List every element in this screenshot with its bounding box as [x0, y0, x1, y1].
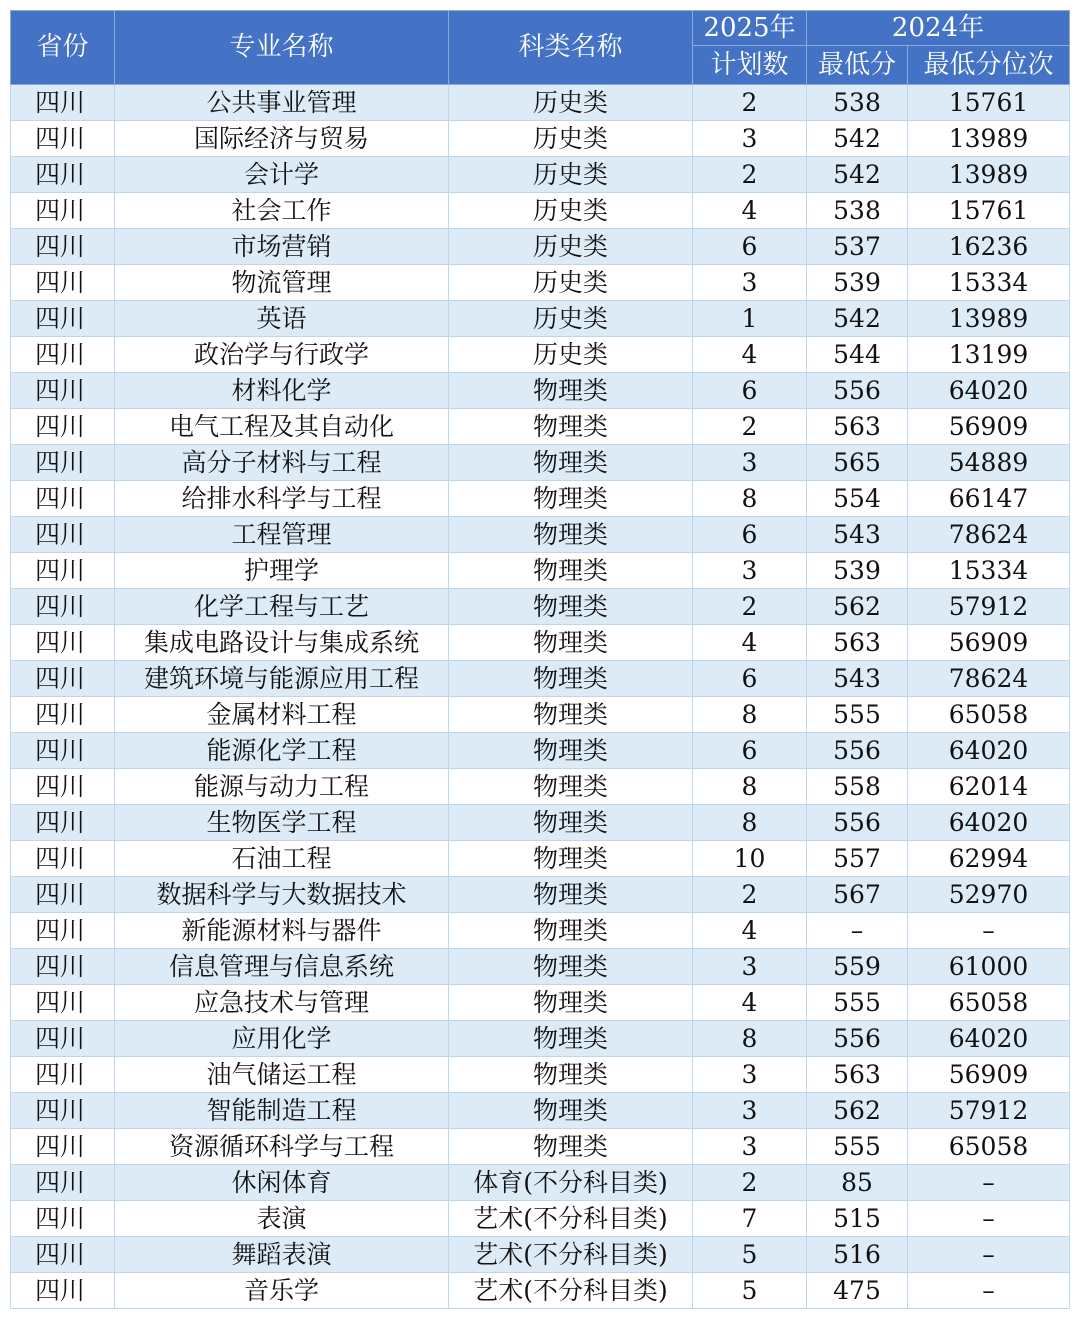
cell-category: 物理类: [449, 661, 693, 697]
cell-min-rank: 64020: [908, 805, 1070, 841]
cell-min-rank: 57912: [908, 589, 1070, 625]
cell-province: 四川: [11, 769, 115, 805]
cell-plan: 2: [693, 589, 807, 625]
cell-min-score: 557: [807, 841, 908, 877]
cell-province: 四川: [11, 913, 115, 949]
cell-plan: 10: [693, 841, 807, 877]
cell-category: 艺术(不分科目类): [449, 1201, 693, 1237]
cell-plan: 8: [693, 481, 807, 517]
cell-plan: 6: [693, 373, 807, 409]
table-row: [11, 1129, 1070, 1165]
cell-major: 休闲体育: [115, 1165, 449, 1201]
cell-category: 物理类: [449, 697, 693, 733]
cell-province: 四川: [11, 373, 115, 409]
cell-category: 历史类: [449, 193, 693, 229]
cell-province: 四川: [11, 193, 115, 229]
cell-min-rank: 64020: [908, 373, 1070, 409]
cell-min-score: 555: [807, 1129, 908, 1165]
cell-min-score: 563: [807, 625, 908, 661]
table-row: [11, 517, 1070, 553]
cell-category: 物理类: [449, 1093, 693, 1129]
table-row: [11, 1201, 1070, 1237]
cell-plan: 4: [693, 193, 807, 229]
cell-major: 材料化学: [115, 373, 449, 409]
cell-major: 能源化学工程: [115, 733, 449, 769]
table-row: [11, 841, 1070, 877]
table-row: [11, 877, 1070, 913]
table-row: [11, 661, 1070, 697]
cell-category: 历史类: [449, 229, 693, 265]
cell-province: 四川: [11, 517, 115, 553]
cell-category: 物理类: [449, 625, 693, 661]
cell-category: 物理类: [449, 517, 693, 553]
cell-major: 智能制造工程: [115, 1093, 449, 1129]
cell-major: 给排水科学与工程: [115, 481, 449, 517]
cell-category: 物理类: [449, 1129, 693, 1165]
cell-min-score: 543: [807, 517, 908, 553]
cell-province: 四川: [11, 229, 115, 265]
cell-plan: 4: [693, 337, 807, 373]
cell-major: 建筑环境与能源应用工程: [115, 661, 449, 697]
cell-min-score: 85: [807, 1165, 908, 1201]
cell-major: 英语: [115, 301, 449, 337]
cell-min-rank: –: [908, 913, 1070, 949]
table-row: [11, 85, 1070, 121]
table-row: [11, 697, 1070, 733]
cell-min-rank: 15334: [908, 553, 1070, 589]
cell-province: 四川: [11, 697, 115, 733]
cell-plan: 8: [693, 1021, 807, 1057]
cell-min-rank: –: [908, 1201, 1070, 1237]
header-prev-year: 2024年: [807, 11, 1070, 46]
table-row: [11, 949, 1070, 985]
cell-min-rank: 56909: [908, 409, 1070, 445]
cell-major: 化学工程与工艺: [115, 589, 449, 625]
cell-category: 历史类: [449, 121, 693, 157]
cell-province: 四川: [11, 481, 115, 517]
cell-province: 四川: [11, 1021, 115, 1057]
cell-min-rank: 57912: [908, 1093, 1070, 1129]
cell-min-score: 556: [807, 733, 908, 769]
cell-min-score: 539: [807, 265, 908, 301]
cell-major: 物流管理: [115, 265, 449, 301]
cell-province: 四川: [11, 445, 115, 481]
cell-min-score: 544: [807, 337, 908, 373]
cell-province: 四川: [11, 121, 115, 157]
cell-province: 四川: [11, 733, 115, 769]
cell-province: 四川: [11, 1237, 115, 1273]
cell-major: 石油工程: [115, 841, 449, 877]
cell-province: 四川: [11, 553, 115, 589]
cell-plan: 2: [693, 877, 807, 913]
cell-min-score: –: [807, 913, 908, 949]
cell-min-rank: 56909: [908, 625, 1070, 661]
cell-min-score: 555: [807, 697, 908, 733]
cell-min-score: 538: [807, 193, 908, 229]
cell-category: 物理类: [449, 1057, 693, 1093]
table-row: [11, 733, 1070, 769]
cell-min-rank: 65058: [908, 985, 1070, 1021]
cell-min-score: 563: [807, 409, 908, 445]
table-row: [11, 301, 1070, 337]
cell-min-rank: 16236: [908, 229, 1070, 265]
cell-min-rank: 78624: [908, 661, 1070, 697]
cell-major: 金属材料工程: [115, 697, 449, 733]
cell-major: 生物医学工程: [115, 805, 449, 841]
cell-category: 物理类: [449, 481, 693, 517]
header-major: 专业名称: [115, 11, 449, 85]
cell-min-score: 475: [807, 1273, 908, 1309]
cell-province: 四川: [11, 985, 115, 1021]
cell-category: 物理类: [449, 589, 693, 625]
cell-major: 应用化学: [115, 1021, 449, 1057]
cell-category: 历史类: [449, 301, 693, 337]
cell-province: 四川: [11, 265, 115, 301]
cell-plan: 6: [693, 229, 807, 265]
cell-category: 体育(不分科目类): [449, 1165, 693, 1201]
cell-min-rank: 65058: [908, 1129, 1070, 1165]
cell-plan: 5: [693, 1237, 807, 1273]
cell-province: 四川: [11, 1129, 115, 1165]
cell-min-rank: 54889: [908, 445, 1070, 481]
cell-min-rank: 66147: [908, 481, 1070, 517]
cell-plan: 4: [693, 913, 807, 949]
table-body: [11, 85, 1070, 1309]
cell-min-score: 555: [807, 985, 908, 1021]
table-row: [11, 445, 1070, 481]
table-row: [11, 373, 1070, 409]
cell-plan: 4: [693, 985, 807, 1021]
cell-province: 四川: [11, 1201, 115, 1237]
cell-category: 物理类: [449, 373, 693, 409]
table-row: [11, 913, 1070, 949]
cell-plan: 3: [693, 1129, 807, 1165]
cell-min-score: 537: [807, 229, 908, 265]
cell-min-rank: 13989: [908, 157, 1070, 193]
cell-min-score: 556: [807, 373, 908, 409]
cell-province: 四川: [11, 805, 115, 841]
admission-table: [10, 10, 1070, 1309]
table-row: [11, 121, 1070, 157]
cell-min-rank: 56909: [908, 1057, 1070, 1093]
cell-category: 物理类: [449, 445, 693, 481]
cell-province: 四川: [11, 1273, 115, 1309]
cell-category: 历史类: [449, 265, 693, 301]
table-row: [11, 1237, 1070, 1273]
cell-min-rank: 64020: [908, 1021, 1070, 1057]
cell-category: 物理类: [449, 1021, 693, 1057]
cell-min-score: 556: [807, 1021, 908, 1057]
cell-min-rank: –: [908, 1165, 1070, 1201]
cell-major: 高分子材料与工程: [115, 445, 449, 481]
cell-min-score: 542: [807, 301, 908, 337]
cell-province: 四川: [11, 949, 115, 985]
cell-min-score: 556: [807, 805, 908, 841]
table-row: [11, 1021, 1070, 1057]
cell-major: 政治学与行政学: [115, 337, 449, 373]
cell-major: 会计学: [115, 157, 449, 193]
cell-major: 信息管理与信息系统: [115, 949, 449, 985]
cell-province: 四川: [11, 625, 115, 661]
cell-major: 公共事业管理: [115, 85, 449, 121]
cell-min-rank: 15761: [908, 85, 1070, 121]
cell-plan: 8: [693, 769, 807, 805]
cell-category: 艺术(不分科目类): [449, 1273, 693, 1309]
cell-min-score: 565: [807, 445, 908, 481]
cell-major: 社会工作: [115, 193, 449, 229]
cell-major: 护理学: [115, 553, 449, 589]
cell-min-rank: 13199: [908, 337, 1070, 373]
cell-min-rank: 13989: [908, 121, 1070, 157]
cell-category: 物理类: [449, 409, 693, 445]
cell-min-score: 543: [807, 661, 908, 697]
table-row: [11, 625, 1070, 661]
cell-plan: 3: [693, 445, 807, 481]
cell-major: 集成电路设计与集成系统: [115, 625, 449, 661]
header-plan-count: 计划数: [693, 46, 807, 85]
cell-major: 数据科学与大数据技术: [115, 877, 449, 913]
cell-min-rank: 52970: [908, 877, 1070, 913]
table-row: [11, 193, 1070, 229]
cell-category: 物理类: [449, 553, 693, 589]
cell-province: 四川: [11, 877, 115, 913]
table-row: [11, 229, 1070, 265]
cell-min-score: 567: [807, 877, 908, 913]
cell-plan: 5: [693, 1273, 807, 1309]
cell-min-rank: 64020: [908, 733, 1070, 769]
cell-min-rank: 62014: [908, 769, 1070, 805]
cell-category: 历史类: [449, 85, 693, 121]
cell-plan: 1: [693, 301, 807, 337]
table-row: [11, 769, 1070, 805]
cell-min-score: 563: [807, 1057, 908, 1093]
cell-category: 物理类: [449, 913, 693, 949]
cell-major: 电气工程及其自动化: [115, 409, 449, 445]
cell-plan: 2: [693, 1165, 807, 1201]
cell-category: 历史类: [449, 337, 693, 373]
table-row: [11, 553, 1070, 589]
cell-plan: 2: [693, 85, 807, 121]
cell-min-rank: 15761: [908, 193, 1070, 229]
table-row: [11, 589, 1070, 625]
cell-province: 四川: [11, 85, 115, 121]
table-row: [11, 1273, 1070, 1309]
cell-province: 四川: [11, 157, 115, 193]
table-row: [11, 409, 1070, 445]
header-min-rank: 最低分位次: [908, 46, 1070, 85]
cell-major: 工程管理: [115, 517, 449, 553]
cell-min-score: 562: [807, 1093, 908, 1129]
cell-min-rank: 13989: [908, 301, 1070, 337]
table-row: [11, 1057, 1070, 1093]
cell-plan: 6: [693, 661, 807, 697]
table-row: [11, 1165, 1070, 1201]
cell-province: 四川: [11, 409, 115, 445]
table-row: [11, 337, 1070, 373]
cell-plan: 8: [693, 805, 807, 841]
cell-major: 资源循环科学与工程: [115, 1129, 449, 1165]
cell-province: 四川: [11, 1057, 115, 1093]
cell-min-rank: 61000: [908, 949, 1070, 985]
cell-min-score: 558: [807, 769, 908, 805]
cell-province: 四川: [11, 301, 115, 337]
cell-min-score: 559: [807, 949, 908, 985]
cell-min-score: 515: [807, 1201, 908, 1237]
admission-table-container: [10, 10, 1070, 1309]
cell-plan: 3: [693, 553, 807, 589]
cell-min-score: 542: [807, 121, 908, 157]
cell-major: 舞蹈表演: [115, 1237, 449, 1273]
cell-plan: 3: [693, 265, 807, 301]
cell-min-rank: 15334: [908, 265, 1070, 301]
table-row: [11, 1093, 1070, 1129]
cell-plan: 8: [693, 697, 807, 733]
table-header: [11, 11, 1070, 85]
table-row: [11, 265, 1070, 301]
cell-major: 国际经济与贸易: [115, 121, 449, 157]
cell-min-score: 562: [807, 589, 908, 625]
cell-plan: 6: [693, 517, 807, 553]
cell-category: 物理类: [449, 985, 693, 1021]
header-plan-year: 2025年: [693, 11, 807, 46]
cell-province: 四川: [11, 589, 115, 625]
cell-category: 物理类: [449, 805, 693, 841]
cell-major: 表演: [115, 1201, 449, 1237]
cell-major: 能源与动力工程: [115, 769, 449, 805]
cell-plan: 4: [693, 625, 807, 661]
cell-province: 四川: [11, 661, 115, 697]
cell-category: 物理类: [449, 877, 693, 913]
table-row: [11, 805, 1070, 841]
table-row: [11, 157, 1070, 193]
cell-category: 物理类: [449, 733, 693, 769]
cell-province: 四川: [11, 841, 115, 877]
header-province: 省份: [11, 11, 115, 85]
cell-major: 市场营销: [115, 229, 449, 265]
cell-plan: 2: [693, 157, 807, 193]
cell-min-rank: –: [908, 1237, 1070, 1273]
cell-major: 应急技术与管理: [115, 985, 449, 1021]
cell-category: 历史类: [449, 157, 693, 193]
cell-min-score: 538: [807, 85, 908, 121]
cell-plan: 6: [693, 733, 807, 769]
cell-category: 物理类: [449, 841, 693, 877]
cell-min-score: 539: [807, 553, 908, 589]
cell-major: 音乐学: [115, 1273, 449, 1309]
cell-province: 四川: [11, 337, 115, 373]
cell-min-score: 542: [807, 157, 908, 193]
cell-category: 物理类: [449, 949, 693, 985]
cell-plan: 7: [693, 1201, 807, 1237]
cell-category: 物理类: [449, 769, 693, 805]
cell-category: 艺术(不分科目类): [449, 1237, 693, 1273]
cell-min-rank: 65058: [908, 697, 1070, 733]
cell-plan: 3: [693, 1093, 807, 1129]
cell-plan: 3: [693, 949, 807, 985]
cell-min-rank: 78624: [908, 517, 1070, 553]
header-category: 科类名称: [449, 11, 693, 85]
cell-min-rank: –: [908, 1273, 1070, 1309]
cell-min-score: 554: [807, 481, 908, 517]
cell-major: 油气储运工程: [115, 1057, 449, 1093]
cell-plan: 3: [693, 121, 807, 157]
table-row: [11, 985, 1070, 1021]
cell-plan: 3: [693, 1057, 807, 1093]
cell-major: 新能源材料与器件: [115, 913, 449, 949]
cell-province: 四川: [11, 1165, 115, 1201]
table-row: [11, 481, 1070, 517]
cell-min-score: 516: [807, 1237, 908, 1273]
cell-min-rank: 62994: [908, 841, 1070, 877]
header-min-score: 最低分: [807, 46, 908, 85]
cell-province: 四川: [11, 1093, 115, 1129]
cell-plan: 2: [693, 409, 807, 445]
